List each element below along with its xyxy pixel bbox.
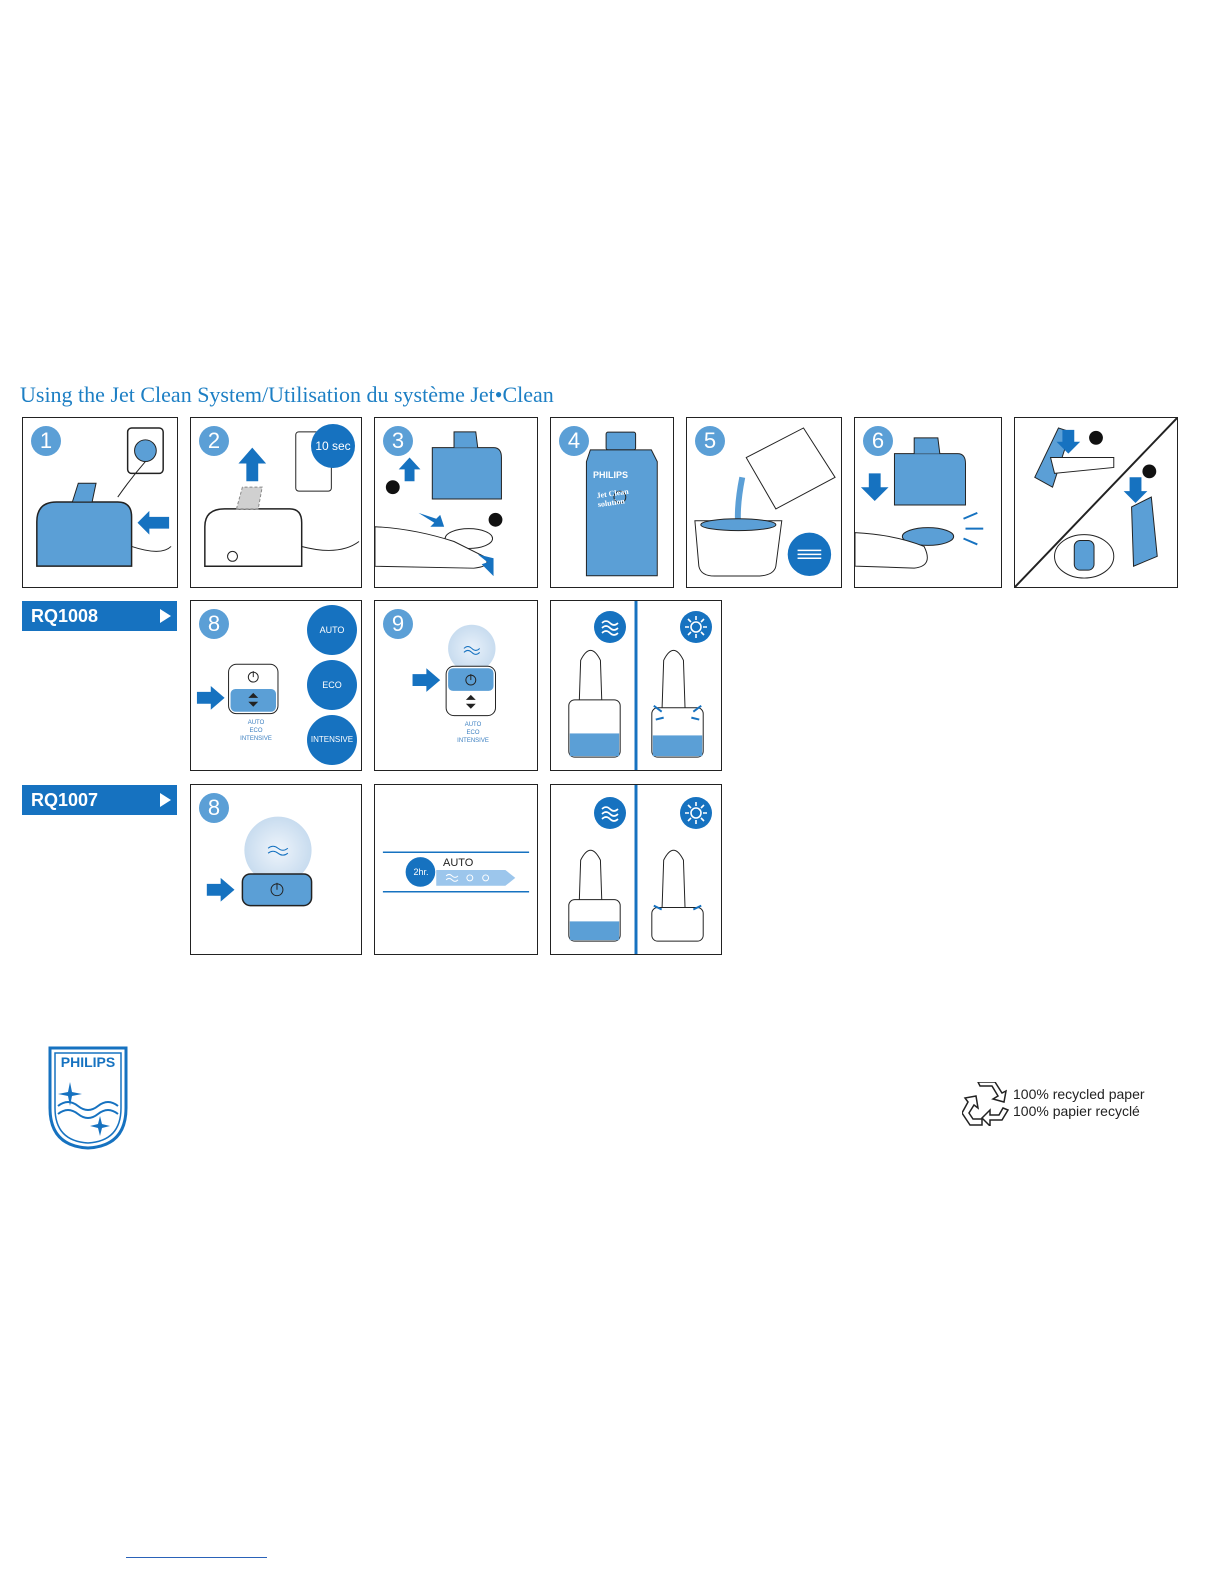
step-number: 3 [383,426,413,456]
step-1-panel [22,417,178,588]
step-number: 8 [199,793,229,823]
step-3-panel [374,417,538,588]
sun-icon [680,611,712,643]
timer-mode: AUTO [443,857,474,869]
step-9-rq1008-panel [374,600,538,771]
timer-icon [311,424,355,468]
step-4-panel [550,417,674,588]
recycle-line-1: 100% recycled paper [1013,1086,1145,1102]
wave-icon [594,611,626,643]
philips-shield-logo [48,1046,128,1150]
mode-list [227,719,285,743]
mode-list-auto: AUTO [247,720,265,726]
play-arrow-icon [160,609,171,623]
recycle-line-2: 100% papier recyclé [1013,1103,1140,1119]
mode-list-eco: ECO [466,730,480,736]
mode-list-auto: AUTO [464,722,482,728]
step-number: 5 [695,426,725,456]
step-7-panel [1014,417,1178,588]
step-number: 8 [199,609,229,639]
mode-intensive-badge: INTENSIVE [307,715,357,765]
mode-auto-badge: AUTO [307,605,357,655]
step-8-rq1007-panel [190,784,362,955]
sun-icon [680,797,712,829]
step-number: 6 [863,426,893,456]
step-8-rq1008-panel [190,600,362,771]
page-title: Using the Jet Clean System/Utilisation du système Jet•Clean [20,382,554,407]
mode-list-intensive: INTENSIVE [240,736,272,742]
mode-eco-badge: ECO [307,660,357,710]
step-2-panel [190,417,362,588]
mode-list-eco: ECO [249,728,263,734]
recycle-icon [962,1082,1010,1126]
step-number: 9 [383,609,413,639]
timer-label: 10 sec [315,439,351,453]
mode-list-intensive: INTENSIVE [457,738,489,744]
step-number: 1 [31,426,61,456]
step-number: 4 [559,426,589,456]
auto-timer-panel [374,784,538,955]
logo-text: PHILIPS [60,1054,116,1070]
timer-duration: 2hr. [413,867,429,877]
wave-icon [594,797,626,829]
auto-timer-illustration [375,785,537,954]
model-name: RQ1008 [31,606,99,626]
bottle-label: Jet Clean solution [595,486,630,510]
footer-rule [126,1557,267,1558]
model-label-rq1008 [22,601,177,631]
step-6-panel [854,417,1002,588]
place-shaver-illustration [1015,418,1177,587]
step-5-panel [686,417,842,588]
play-arrow-icon [160,793,171,807]
clean-dry-rq1008-panel [550,600,722,771]
model-name: RQ1007 [31,790,99,810]
recycle-text [1013,1086,1145,1120]
clean-dry-rq1007-panel [550,784,722,955]
bottle-brand: PHILIPS [593,470,629,480]
mode-list [445,721,501,745]
model-label-rq1007 [22,785,177,815]
step-number: 2 [199,426,229,456]
